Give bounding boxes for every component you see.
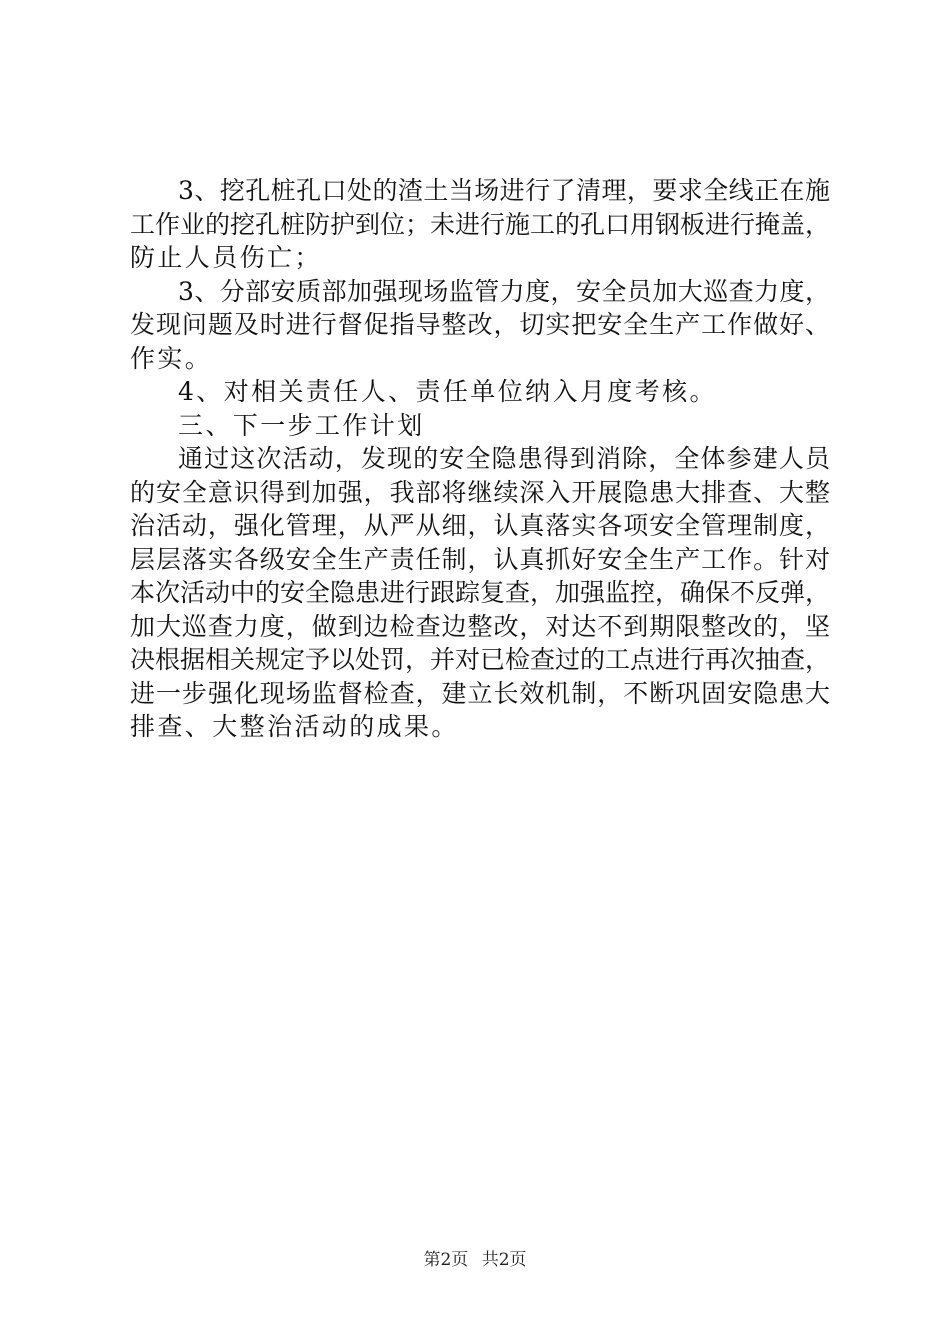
page-total: 共2页 [481, 1250, 527, 1270]
page-footer [0, 1245, 950, 1270]
paragraph-line: 防止人员伤亡； [130, 243, 322, 272]
paragraph-line: 发现问题及时进行督促指导整改，切实把安全生产工作做好、 [130, 310, 830, 339]
paragraph-line: 排查、大整治活动的成果。 [130, 712, 459, 741]
paragraph-line: 4、对相关责任人、责任单位纳入月度考核。 [178, 377, 717, 406]
paragraph-line: 进一步强化现场监督检查，建立长效机制，不断巩固安隐患大 [130, 678, 830, 708]
paragraph-line: 决根据相关规定予以处罚，并对已检查过的工点进行再次抽查， [130, 645, 831, 674]
paragraph-line: 3、分部安质部加强现场监管力度，安全员加大巡查力度， [178, 276, 830, 306]
paragraph-line: 加大巡查力度，做到边检查边整改，对达不到期限整改的，坚 [130, 611, 830, 641]
paragraph-line: 通过这次活动，发现的安全隐患得到消除，全体参建人员 [178, 444, 830, 473]
paragraph-line: 本次活动中的安全隐患进行跟踪复查，加强监控，确保不反弹， [130, 578, 831, 607]
paragraph-line: 作实。 [130, 343, 213, 373]
paragraph-line: 3、挖孔桩孔口处的渣土当场进行了清理，要求全线正在施 [178, 176, 830, 205]
paragraph-line: 的安全意识得到加强，我部将继续深入开展隐患大排查、大整 [130, 477, 830, 507]
paragraph-line: 层层落实各级安全生产责任制，认真抓好安全生产工作。针对 [130, 544, 830, 574]
paragraph-line: 治活动，强化管理，从严从细，认真落实各项安全管理制度， [130, 511, 830, 540]
document-body [130, 174, 830, 744]
paragraph-line: 工作业的挖孔桩防护到位；未进行施工的孔口用钢板进行掩盖， [130, 209, 831, 239]
section-heading: 三、下一步工作计划 [178, 410, 425, 440]
page-number: 第2页 [423, 1250, 469, 1270]
